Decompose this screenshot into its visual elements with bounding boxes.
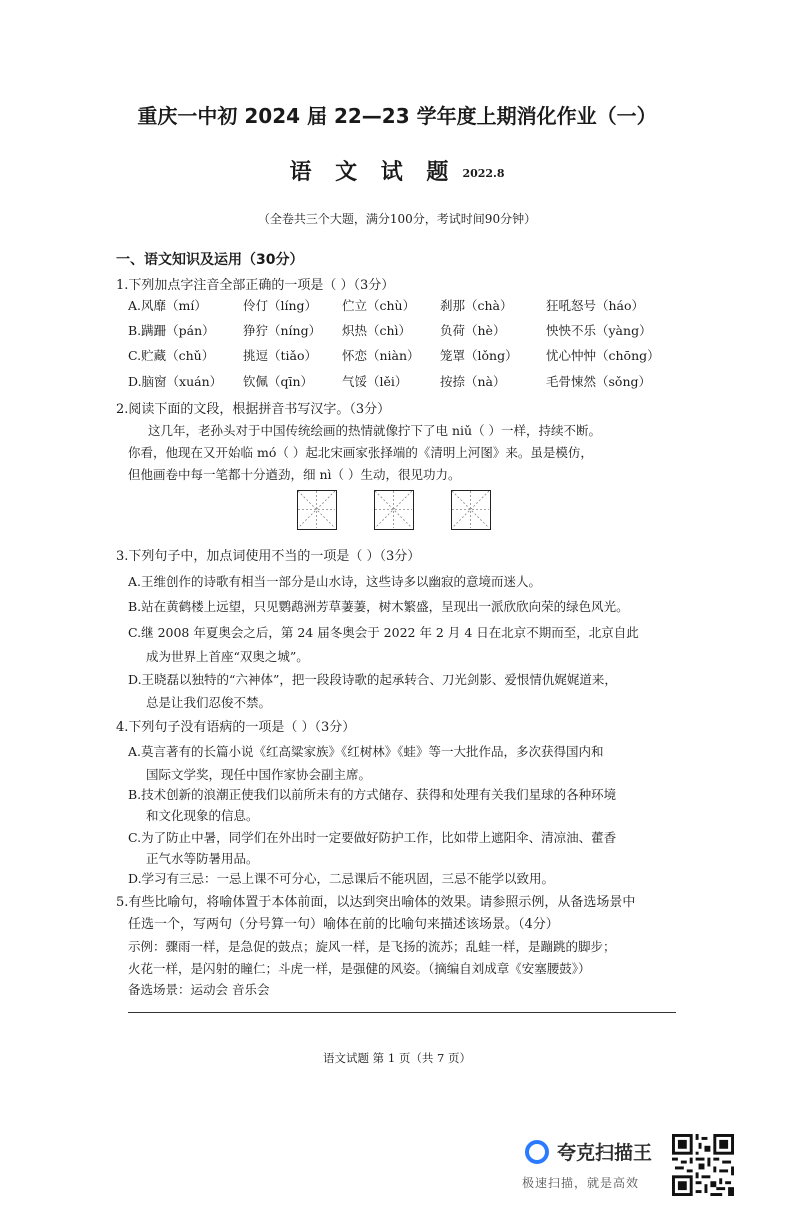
- q1-a-1: A.风靡（mí）: [128, 298, 207, 313]
- q5-stem-line-2: 任选一个，写两句（分号算一句）喻体在前的比喻句来描述该场景。（4分）: [128, 917, 559, 932]
- q1-c-3: 怀恋（niàn）: [342, 348, 420, 363]
- document-title: 重庆一中初 2024 届 22—23 学年度上期消化作业（一）: [137, 104, 657, 128]
- q2-passage-line-2: 你看，他现在又开始临 mó（ ）起北宋画家张择端的《清明上河图》来。虽是模仿，: [128, 445, 593, 460]
- q1-c-5: 忧心忡忡（chōng）: [546, 348, 660, 363]
- q3-option-d: D.王晓磊以独特的“六神体”，把一段段诗歌的起承转合、刀光剑影、爱恨情仇娓娓道来，: [128, 672, 617, 687]
- q1-d-1: D.脑窗（xuán）: [128, 374, 223, 389]
- q1-d-5: 毛骨悚然（sǒng）: [546, 374, 651, 389]
- q1-c-2: 挑逗（tiǎo）: [243, 348, 317, 363]
- q5-scenes: 备选场景：运动会 音乐会: [128, 982, 270, 997]
- q1-d-4: 按捺（nà）: [440, 374, 506, 389]
- q3-stem: 3.下列句子中，加点词使用不当的一项是（ ）（3分）: [116, 549, 421, 564]
- q1-a-5: 狂吼怒号（háo）: [546, 298, 645, 313]
- q1-b-5: 怏怏不乐（yàng）: [546, 323, 652, 338]
- q2-stem: 2.阅读下面的文段，根据拼音书写汉字。（3分）: [116, 402, 391, 417]
- q4-option-a-cont: 国际文学奖，现任中国作家协会副主席。: [146, 767, 372, 782]
- grid-guide-icon: [375, 491, 412, 528]
- q3-option-c: C.继 2008 年夏奥会之后，第 24 届冬奥会于 2022 年 2 月 4 日在北京不期而至，北京自此: [128, 625, 639, 640]
- q1-c-4: 笼罩（lǒng）: [440, 348, 518, 363]
- scanner-logo-icon: [525, 1140, 549, 1164]
- q4-option-b: B.技术创新的浪潮正使我们以前所未有的方式储存、获得和处理有关我们星球的各种环境: [128, 787, 617, 802]
- divider: [128, 1012, 676, 1013]
- q1-b-4: 负荷（hè）: [440, 323, 506, 338]
- q1-b-2: 狰狞（níng）: [243, 323, 322, 338]
- q4-option-b-cont: 和文化现象的信息。: [146, 808, 259, 823]
- q2-passage-line-1: 这几年，老孙头对于中国传统绘画的热情就像拧下了电 niǔ（ ）一样，持续不断。: [148, 423, 602, 438]
- answer-grid-3[interactable]: [451, 490, 491, 530]
- q1-a-3: 伫立（chù）: [342, 298, 416, 313]
- q1-d-3: 气馁（lěi）: [342, 374, 408, 389]
- exam-note: （全卷共三个大题，满分100分，考试时间90分钟）: [257, 212, 537, 226]
- q4-option-c-cont: 正气水等防暑用品。: [146, 851, 259, 866]
- q4-stem: 4.下列句子没有语病的一项是（ ）（3分）: [116, 720, 356, 735]
- exam-date: 2022.8: [462, 166, 505, 180]
- q5-example-line-2: 火花一样，是闪射的瞳仁；斗虎一样，是强健的风姿。（摘编自刘成章《安塞腰鼓》）: [128, 961, 591, 976]
- q3-option-d-cont: 总是让我们忍俊不禁。: [146, 695, 272, 710]
- qr-code-icon: [672, 1134, 734, 1196]
- q5-example-line-1: 示例：骤雨一样，是急促的鼓点；旋风一样，是飞扬的流苏；乱蛙一样，是蹦跳的脚步；: [128, 939, 616, 954]
- q1-a-2: 伶仃（líng）: [243, 298, 318, 313]
- q4-option-d: D.学习有三忌：一忌上课不可分心，二忌课后不能巩固，三忌不能学以致用。: [128, 871, 555, 886]
- q4-option-a: A.莫言著有的长篇小说《红高粱家族》《红树林》《蛙》等一大批作品，多次获得国内和: [128, 744, 604, 759]
- grid-guide-icon: [452, 491, 489, 528]
- grid-guide-icon: [298, 491, 335, 528]
- scanner-slogan: 极速扫描，就是高效: [522, 1176, 640, 1190]
- q1-stem: 1.下列加点字注音全部正确的一项是（ ）（3分）: [116, 278, 395, 293]
- scanner-brand: 夸克扫描王: [557, 1142, 653, 1164]
- q3-option-c-cont: 成为世界上首座“双奥之城”。: [146, 649, 309, 664]
- q2-passage-line-3: 但他画卷中每一笔都十分遒劲，细 nì（ ）生动，很见功力。: [128, 467, 461, 482]
- q1-d-2: 钦佩（qīn）: [243, 374, 314, 389]
- section-heading: 一、语文知识及运用（30分）: [116, 252, 304, 268]
- subject-name: 语 文 试 题: [289, 159, 457, 185]
- q3-option-b: B.站在黄鹤楼上远望，只见鹦鹉洲芳草萋萋，树木繁盛，呈现出一派欣欣向荣的绿色风光。: [128, 599, 629, 614]
- answer-grid-2[interactable]: [374, 490, 414, 530]
- q3-option-a: A.王维创作的诗歌有相当一部分是山水诗，这些诗多以幽寂的意境而迷人。: [128, 574, 542, 589]
- q5-stem-line-1: 5.有些比喻句，将喻体置于本体前面，以达到突出喻体的效果。请参照示例，从备选场景中: [116, 895, 636, 910]
- q1-b-3: 炽热（chì）: [342, 323, 412, 338]
- q4-option-c: C.为了防止中暑，同学们在外出时一定要做好防护工作，比如带上遮阳伞、清凉油、藿香: [128, 830, 617, 845]
- page-footer: 语文试题 第 1 页（共 7 页）: [323, 1051, 471, 1065]
- subject-title: [0, 155, 794, 186]
- answer-grid-1[interactable]: [297, 490, 337, 530]
- q1-c-1: C.贮藏（chǔ）: [128, 348, 215, 363]
- q1-b-1: B.蹒跚（pán）: [128, 323, 215, 338]
- q1-a-4: 刹那（chà）: [440, 298, 513, 313]
